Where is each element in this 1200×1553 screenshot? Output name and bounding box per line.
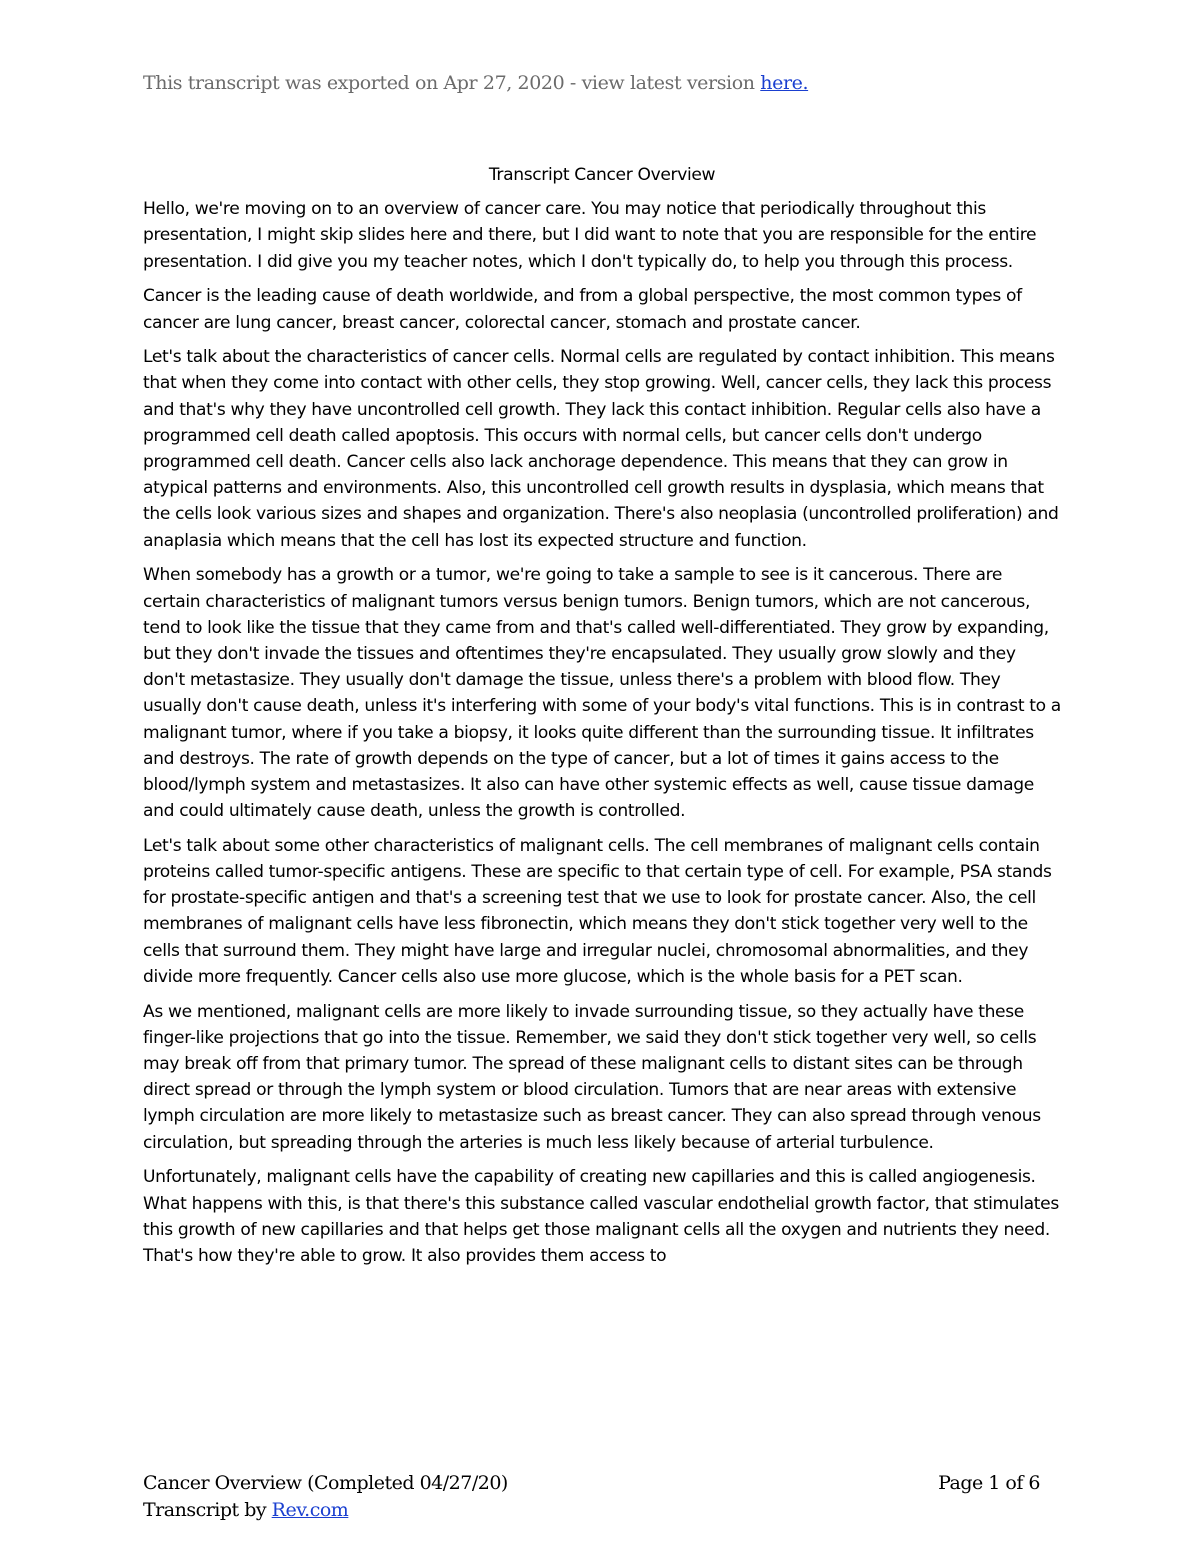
transcript-body [143,162,1061,1278]
rev-link[interactable]: Rev.com [271,1499,349,1521]
transcript-credit-text: Transcript by [143,1499,272,1521]
document-title: Transcript Cancer Overview [488,165,716,185]
paragraph: Hello, we're moving on to an overview of cancer care. You may notice that periodically throughout this presentation, I might skip slides here and there, but I did want to note that you are responsible for the entire presentation. I did give you my teacher notes, which I don't typically do, to help you through this process. [143,199,1037,272]
document-info: Cancer Overview (Completed 04/27/20) [143,1472,508,1494]
paragraph: Let's talk about some other characteristics of malignant cells. The cell membranes of malignant cells contain proteins called tumor-specific antigens. These are specific to that certain type of cell. For example, PSA stands for prostate-specific antigen and that's a screening test that we use to look for prostate cancer. Also, the cell membranes of malignant cells have less fibronectin, which means they don't stick together very well to the cells that surround them. They might have large and irregular nuclei, chromosomal abnormalities, and they divide more frequently. Cancer cells also use more glucose, which is the whole basis for a PET scan. [143,835,1052,987]
latest-version-link[interactable]: here. [760,72,809,94]
paragraph: Unfortunately, malignant cells have the capability of creating new capillaries and this is called angiogenesis. What happens with this, is that there's this substance called vascular endothelial growth factor, that stimulates this growth of new capillaries and that helps get those malignant cells all the oxygen and nutrients they need. That's how they're able to grow. It also provides them access to [143,1167,1059,1266]
paragraph: Let's talk about the characteristics of cancer cells. Normal cells are regulated by contact inhibition. This means that when they come into contact with other cells, they stop growing. Well, cancer cells, they lack this process and that's why they have uncontrolled cell growth. They lack this contact inhibition. Regular cells also have a programmed cell death called apoptosis. This occurs with normal cells, but cancer cells don't undergo programmed cell death. Cancer cells also lack anchorage dependence. This means that they can grow in atypical patterns and environments. Also, this uncontrolled cell growth results in dysplasia, which means that the cells look various sizes and shapes and organization. There's also neoplasia (uncontrolled proliferation) and anaplasia which means that the cell has lost its expected structure and function. [143,347,1059,551]
paragraph: When somebody has a growth or a tumor, we're going to take a sample to see is it cancerous. There are certain characteristics of malignant tumors versus benign tumors. Benign tumors, which are not cancerous, tend to look like the tissue that they came from and that's called well-differentiated. They grow by expanding, but they don't invade the tissues and oftentimes they're encapsulated. They usually grow slowly and they don't metastasize. They usually don't damage the tissue, unless there's a problem with blood flow. They usually don't cause death, unless it's interfering with some of your body's vital functions. This is in contrast to a malignant tumor, where if you take a biopsy, it looks quite different than the surrounding tissue. It infiltrates and destroys. The rate of growth depends on the type of cancer, but a lot of times it gains access to the blood/lymph system and metastasizes. It also can have other systemic effects as well, cause tissue damage and could ultimately cause death, unless the growth is controlled. [143,565,1061,822]
page-number: Page 1 of 6 [938,1472,1040,1494]
export-notice-text: This transcript was exported on Apr 27, 2020 - view latest version [143,72,761,94]
paragraph: Cancer is the leading cause of death worldwide, and from a global perspective, the most common types of cancer are lung cancer, breast cancer, colorectal cancer, stomach and prostate cancer. [143,286,1022,333]
export-notice [143,72,808,94]
transcript-credit [143,1497,1040,1524]
footer-row [143,1470,1040,1497]
paragraph: As we mentioned, malignant cells are more likely to invade surrounding tissue, so they actually have these finger-like projections that go into the tissue. Remember, we said they don't stick together very well, so cells may break off from that primary tumor. The spread of these malignant cells to distant sites can be through direct spread or through the lymph system or blood circulation. Tumors that are near areas with extensive lymph circulation are more likely to metastasize such as breast cancer. They can also spread through venous circulation, but spreading through the arteries is much less likely because of arterial turbulence. [143,1001,1041,1153]
page-footer [143,1470,1040,1524]
